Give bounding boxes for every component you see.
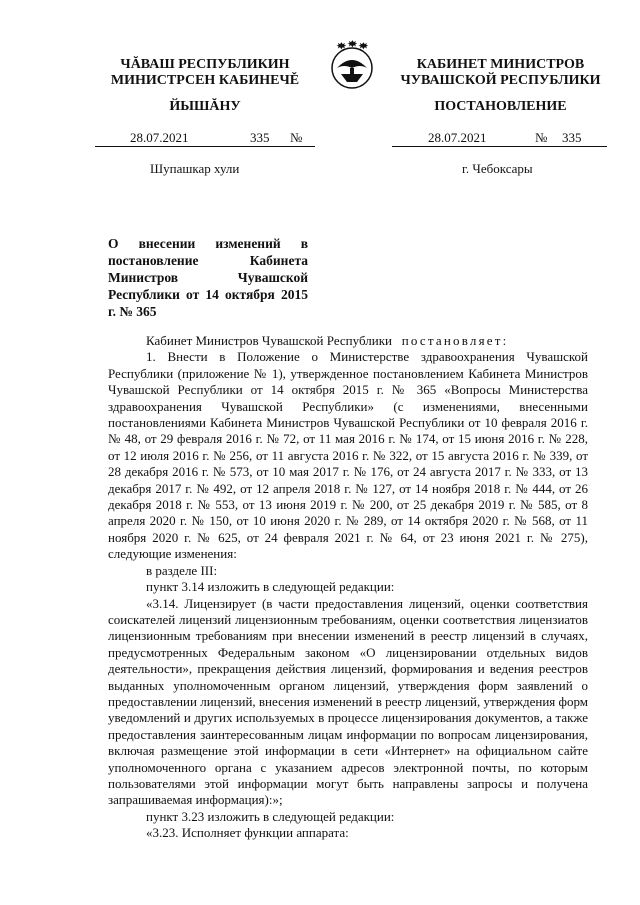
city-right: г. Чебоксары: [462, 161, 533, 176]
date-left: 28.07.2021: [130, 130, 189, 145]
header-right-line1: КАБИНЕТ МИНИСТРОВ: [416, 57, 585, 72]
body-intro-prefix: Кабинет Министров Чувашской Республики: [146, 333, 392, 348]
header-right-title: [388, 57, 613, 89]
body-paragraph-6: «3.23. Исполняет функции аппарата:: [146, 825, 349, 841]
body-paragraph-5: пункт 3.23 изложить в следующей редакции:: [146, 808, 395, 824]
number-sign-right: №: [535, 130, 548, 145]
number-left: 335: [250, 130, 270, 145]
body-intro: [108, 333, 588, 349]
date-number-left-line: [95, 130, 315, 147]
header-left-title: [95, 57, 315, 89]
doc-type-right: ПОСТАНОВЛЕНИЕ: [434, 99, 567, 114]
header-right-line2: ЧУВАШСКОЙ РЕСПУБЛИКИ: [400, 73, 601, 88]
document-subject: О внесении изменений в постановление Кабинета Министров Чувашской Республики от 14 октября 2015 г. № 365: [108, 236, 308, 319]
body-paragraph-4: «3.14. Лицензирует (в части предоставления лицензий, оценки соответствия соискателей лицензий лицензионным требованиям, оценки соответствия лицензиатов лицензионным требованиям при внесении изменений в реестр лицензий в случаях, предусмотренных Федеральным законом «О лицензировании отдельных видов деятельности», прекращения действия лицензий, формирования и ведения реестров выданных уполномоченным органом лицензий, утверждения форм заявлений о предоставлении лицензий, внесения изменений в реестр лицензий, утверждения форм уведомлений и других используемых в процессе лицензирования документов, а также предоставления заинтересованным лицам информации по вопросам лицензирования, включая размещение этой информации в сети «Интернет» на официальном сайте уполномоченного органа с указанием адресов электронной почты, по которым пользователями этой информации могут быть направлены запросы и получена запрашиваемая информация):»;: [108, 595, 588, 808]
chuvash-republic-emblem-icon: [327, 38, 377, 92]
header-left-line2: МИНИСТРСЕН КАБИНЕЧĚ: [110, 73, 300, 88]
document-body: [108, 333, 588, 842]
header-left-line1: ЧĂВАШ РЕСПУБЛИКИН: [120, 57, 290, 72]
number-right: 335: [562, 130, 582, 145]
body-intro-verb: постановляет:: [401, 333, 509, 348]
body-paragraph-2: в разделе III:: [146, 562, 218, 578]
city-left: Шупашкар хули: [150, 161, 240, 176]
date-right: 28.07.2021: [428, 130, 487, 145]
number-sign-left: №: [290, 130, 303, 145]
doc-type-left: ЙЫШĂНУ: [169, 99, 241, 114]
body-paragraph-1: 1. Внести в Положение о Министерстве здравоохранения Чувашской Республики (приложение № 1), утвержденное постановлением Кабинета Министров Чувашской Республики от 14 октября 2015 г. № 365 «Вопросы Министерства здравоохранения Чувашской Республики» (с изменениями, внесенными постановлениями Кабинета Министров Чувашской Республики от 10 февраля 2016 г. № 48, от 29 февраля 2016 г. № 72, от 11 мая 2016 г. № 174, от 15 июня 2016 г. № 228, от 12 июля 2016 г. № 256, от 11 августа 2016 г. № 322, от 15 августа 2016 г. № 339, от 28 декабря 2016 г. № 573, от 10 мая 2017 г. № 176, от 24 августа 2017 г. № 333, от 13 декабря 2017 г. № 492, от 12 апреля 2018 г. № 127, от 14 ноября 2018 г. № 444, от 26 декабря 2018 г. № 553, от 13 июня 2019 г. № 200, от 25 декабря 2019 г. № 585, от 8 апреля 2020 г. № 150, от 10 июня 2020 г. № 289, от 14 октября 2020 г. № 568, от 11 ноября 2020 г. № 625, от 24 февраля 2021 г. № 64, от 23 июня 2021 г. № 275), следующие изменения:: [108, 349, 588, 562]
body-paragraph-3: пункт 3.14 изложить в следующей редакции:: [146, 579, 395, 595]
